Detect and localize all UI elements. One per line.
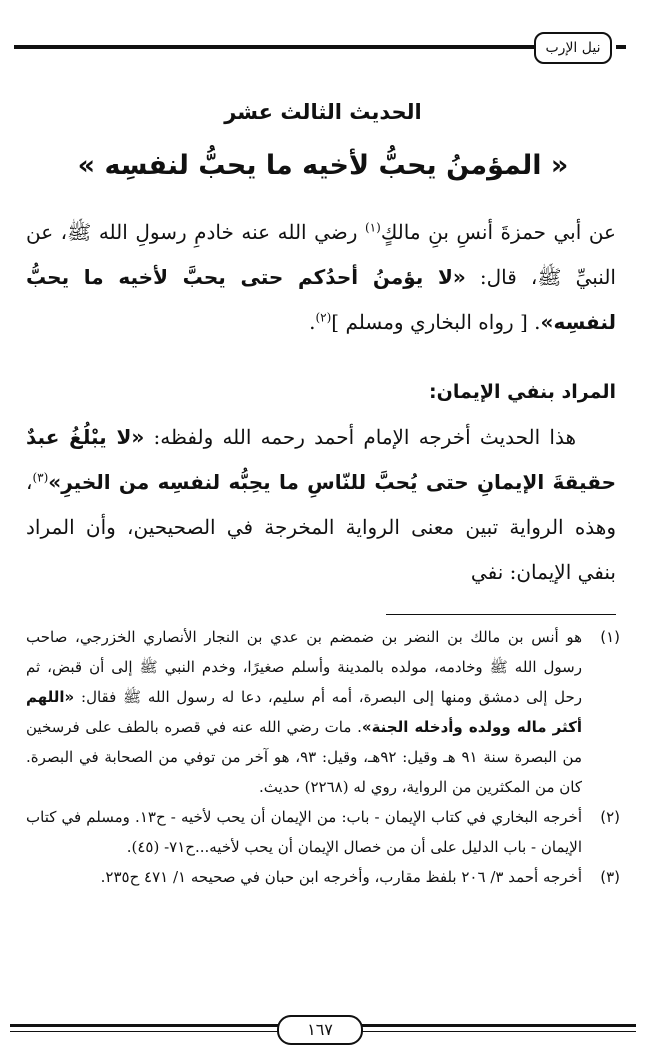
footnote-ref-1[interactable]: (١) <box>364 220 381 235</box>
footnote-item <box>26 622 620 802</box>
footnote-item <box>26 802 620 862</box>
footnote-number: (٣) <box>600 868 620 886</box>
header-rule <box>14 45 534 49</box>
main-text <box>26 210 616 595</box>
hadith-quote: «لا يؤمنُ أحدُكم حتى يحبَّ لأخيه ما يحبُّ لنفسِه» <box>26 265 616 334</box>
section-quote: «لا يبْلُغُ عبدٌ حقيقةَ الإيمانِ حتى يُحبَّ للنّاسِ ما يحِبُّه لنفسِه من الخيرِ» <box>26 425 616 494</box>
footnotes <box>26 622 620 892</box>
running-header <box>14 30 626 66</box>
hadith-text-2: رضي الله عنه خادمِ رسولِ الله ﷺ، عن النبيِّ ﷺ، قال: <box>26 220 616 289</box>
header-rule-end <box>616 45 626 49</box>
hadith-text-3: . [ رواه البخاري ومسلم ] <box>331 310 541 334</box>
footnote-bold: «اللهم أكثر ماله وولده وأدخله الجنة» <box>26 688 583 736</box>
footnote-text-a: هو أنس بن مالك بن النضر بن ضمضم بن عدي بن النجار الأنصاري الخزرجي، صاحب رسول الله ﷺ وخادمه، مولده بالمدينة وأسلم صغيرًا، وخدم النبي ﷺ إلى أن قبض، ثم رحل إلى دمشق ومنها إلى البصرة، أمه أم سليم، دعا له رسول الله ﷺ فقال: <box>26 628 582 706</box>
page-number: ١٦٧ <box>277 1015 363 1045</box>
footnote-item <box>26 862 620 892</box>
footnote-ref-3[interactable]: (٣) <box>32 470 49 485</box>
footnote-ref-2[interactable]: (٢) <box>315 310 332 325</box>
hadith-text-4: . <box>309 310 316 334</box>
section-text-1: هذا الحديث أخرجه الإمام أحمد رحمه الله ولفظه: <box>144 425 576 449</box>
footnote-separator <box>386 614 616 615</box>
section-paragraph <box>26 415 616 595</box>
hadith-text-1: عن أبي حمزةَ أنسِ بنِ مالكٍ <box>380 220 616 244</box>
footnote-text: أخرجه البخاري في كتاب الإيمان - باب: من الإيمان أن يحب لأخيه - ح١٣. ومسلم في كتاب الإيمان - باب الدليل على أن من خصال الإيمان أن يحب لأخيه...ح٧١- (٤٥). <box>26 808 582 856</box>
book-title: نيل الإرب <box>534 32 612 64</box>
footnote-number: (١) <box>600 628 620 646</box>
footnote-text: أخرجه أحمد ٣/ ٢٠٦ بلفظ مقارب، وأخرجه ابن حبان في صحيحه ١/ ٤٧١ ح٢٣٥. <box>100 868 582 886</box>
hadith-paragraph <box>26 210 616 345</box>
hadith-number-heading: الحديث الثالث عشر <box>224 100 422 124</box>
section-text-2: ، وهذه الرواية تبين معنى الرواية المخرجة في الصحيحين، وأن المراد بنفي الإيمان: نفي <box>26 470 616 584</box>
page-footer <box>10 1014 636 1044</box>
footnote-text-b: . مات رضي الله عنه في قصره بالطف على فرسخين من البصرة سنة ٩١ هـ وقيل: ٩٢هـ، وقيل: ٩٣، هو آخر من توفي من الصحابة في البصرة. كان من المكثرين من الرواية، روي له (٢٢٦٨) حديث. <box>26 718 582 796</box>
hadith-title: « المؤمنُ يحبُّ لأخيه ما يحبُّ لنفسِه » <box>77 150 569 181</box>
footnote-text <box>26 622 582 802</box>
footnote-number: (٢) <box>600 808 620 826</box>
section-heading: المراد بنفي الإيمان: <box>429 381 616 403</box>
